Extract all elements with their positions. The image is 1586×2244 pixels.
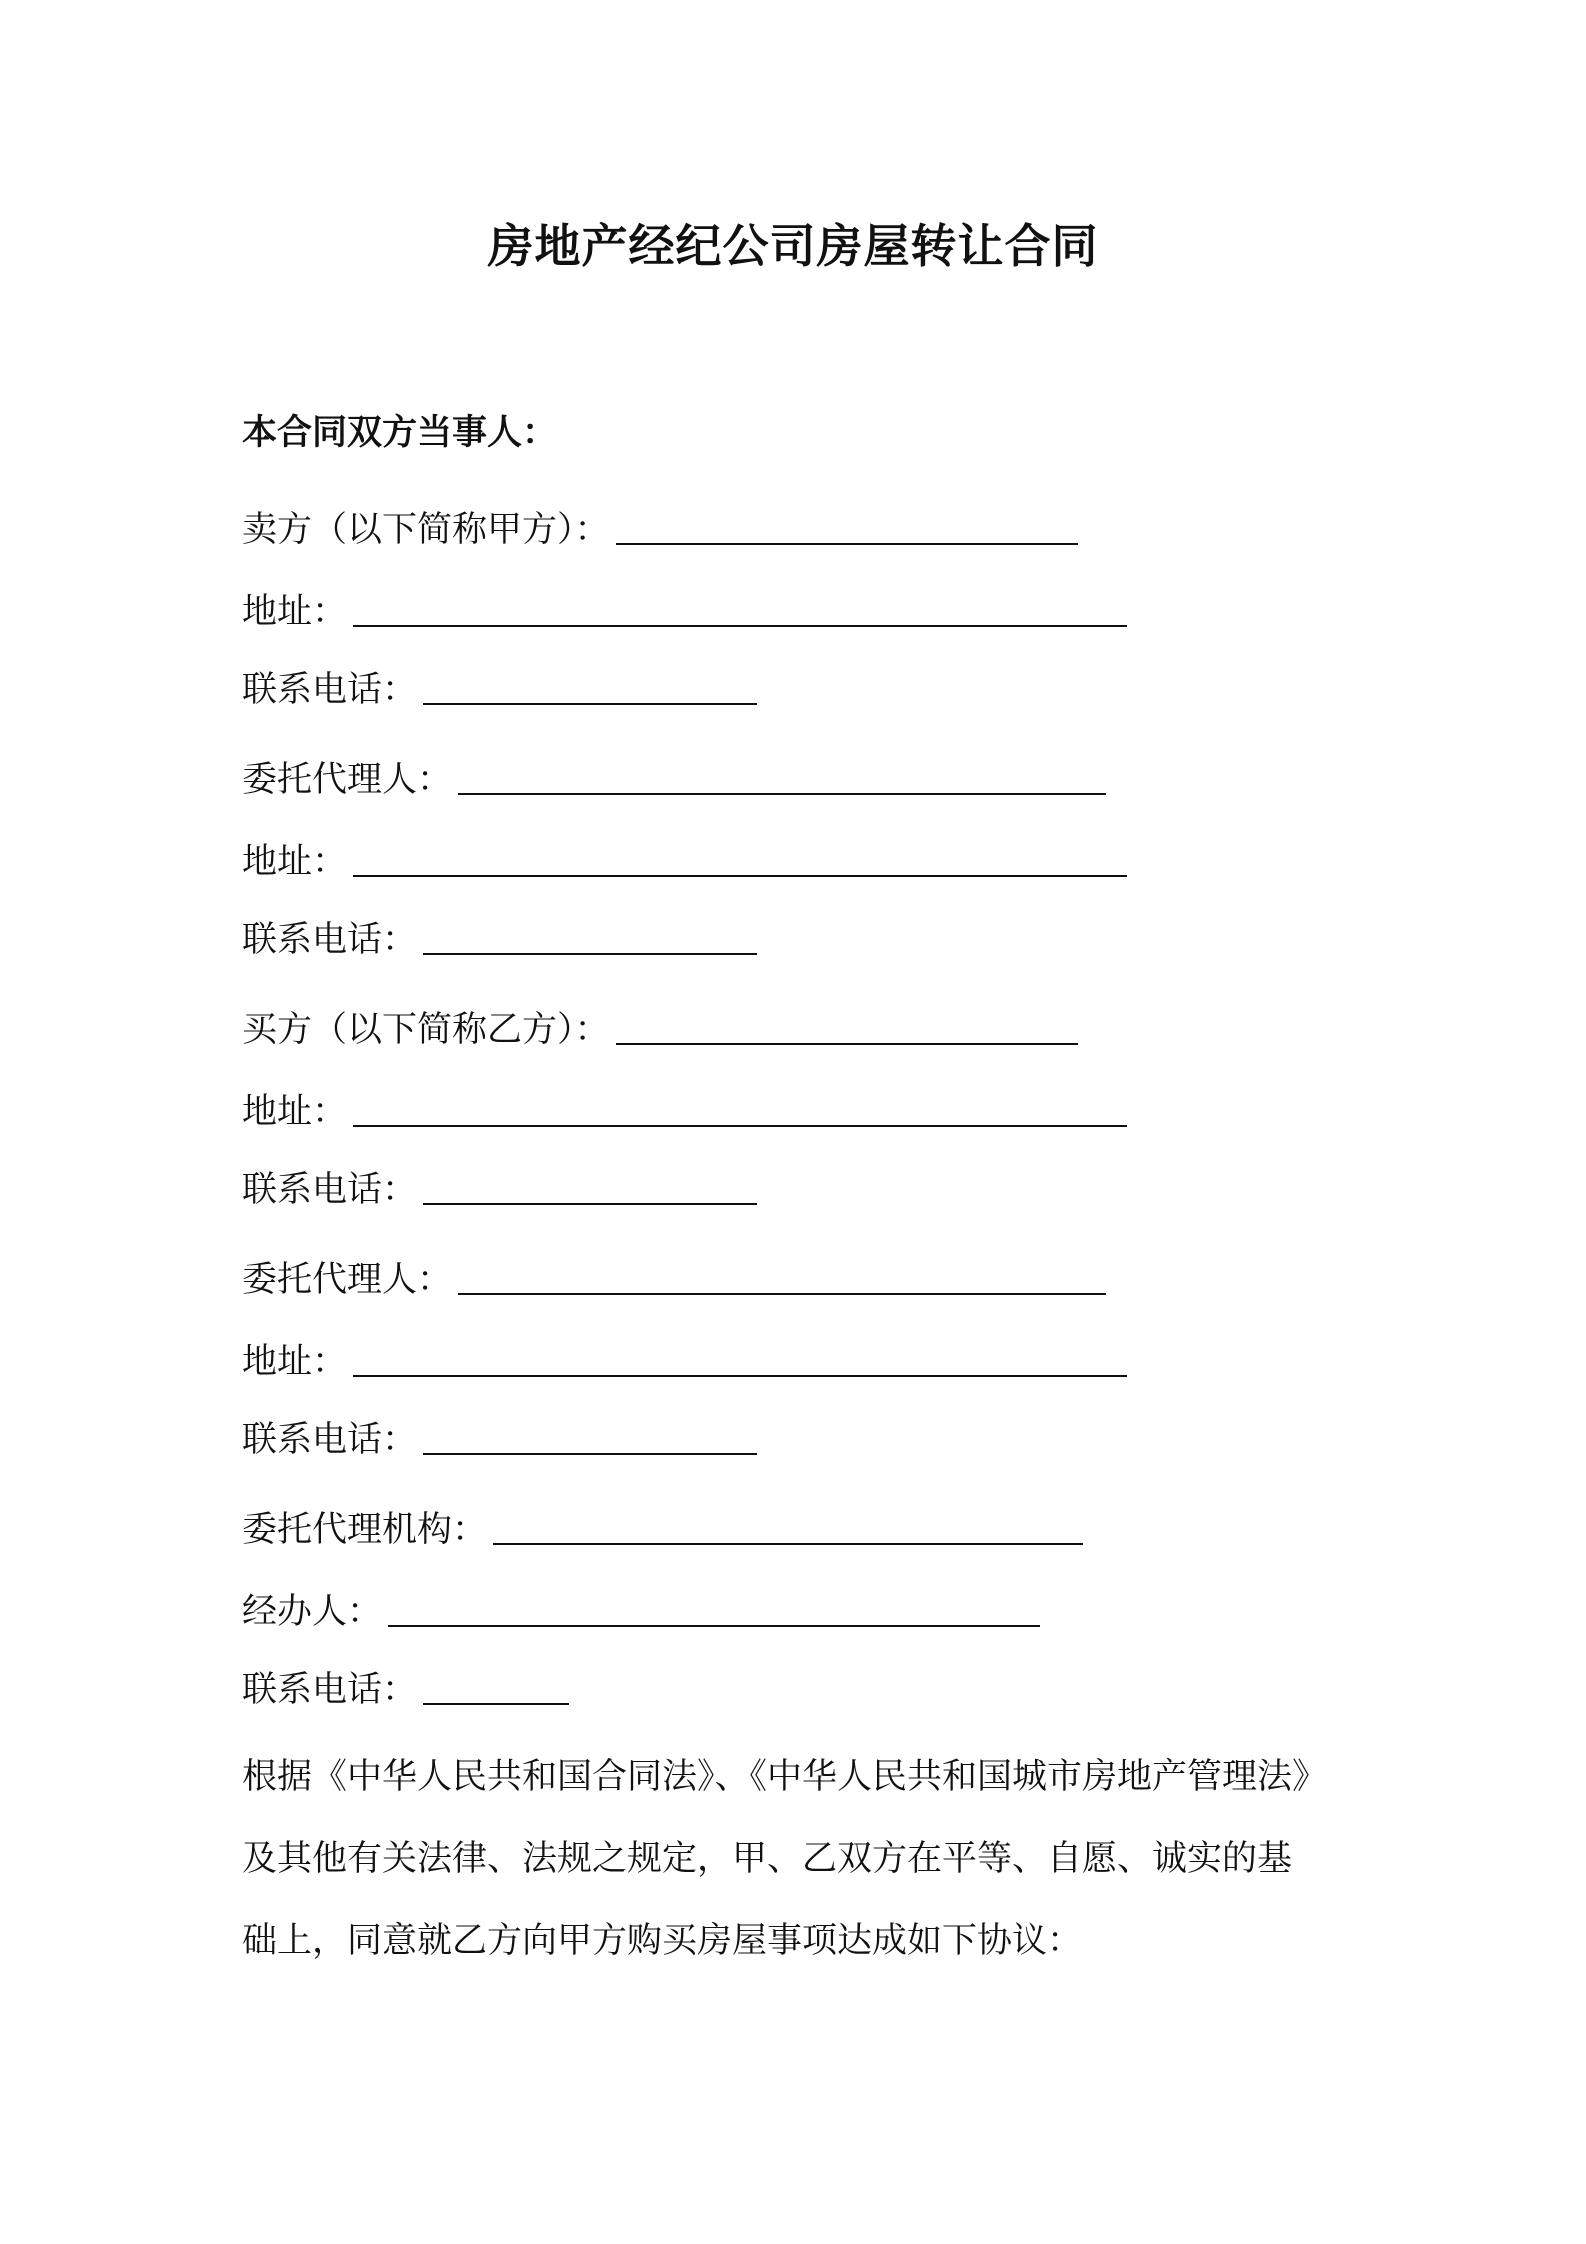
buyer-label: 买方（以下简称乙方）： [242,1010,610,1050]
buyer-address-field[interactable] [242,1087,1127,1137]
seller-blank[interactable] [616,543,1078,545]
buyer-agent-phone-field[interactable] [242,1415,757,1465]
buyer-blank[interactable] [616,1043,1078,1045]
agency-blank[interactable] [493,1543,1083,1545]
agency-field[interactable] [242,1505,1083,1555]
seller-agent-address-label: 地址： [242,842,348,882]
seller-agent-phone-label: 联系电话： [242,920,418,960]
agency-phone-field[interactable] [242,1665,569,1715]
seller-agent-label: 委托代理人： [242,760,453,800]
seller-address-label: 地址： [242,592,348,632]
seller-agent-blank[interactable] [458,793,1106,795]
paragraph-line-3: 础上，同意就乙方向甲方购买房屋事项达成如下协议： [242,1921,1083,1961]
seller-phone-field[interactable] [242,665,757,715]
buyer-phone-field[interactable] [242,1165,757,1215]
buyer-address-blank[interactable] [353,1125,1127,1127]
seller-field[interactable] [242,505,1078,555]
seller-agent-address-field[interactable] [242,837,1127,887]
seller-agent-field[interactable] [242,755,1106,805]
agency-phone-blank[interactable] [423,1703,569,1705]
handler-label: 经办人： [242,1592,383,1632]
buyer-agent-phone-blank[interactable] [423,1453,757,1455]
seller-phone-blank[interactable] [423,703,757,705]
seller-agent-phone-field[interactable] [242,915,757,965]
buyer-address-label: 地址： [242,1092,348,1132]
buyer-agent-address-field[interactable] [242,1337,1127,1387]
buyer-phone-blank[interactable] [423,1203,757,1205]
seller-label: 卖方（以下简称甲方）： [242,510,610,550]
buyer-agent-field[interactable] [242,1255,1106,1305]
handler-field[interactable] [242,1587,1040,1637]
seller-address-blank[interactable] [353,625,1127,627]
paragraph-line-2: 及其他有关法律、法规之规定，甲、乙双方在平等、自愿、诚实的基 [242,1839,1293,1879]
agency-label: 委托代理机构： [242,1510,488,1550]
buyer-field[interactable] [242,1005,1078,1055]
seller-agent-address-blank[interactable] [353,875,1127,877]
seller-phone-label: 联系电话： [242,670,418,710]
seller-address-field[interactable] [242,587,1127,637]
contract-title: 房地产经纪公司房屋转让合同 [487,219,1099,273]
seller-agent-phone-blank[interactable] [423,953,757,955]
parties-intro: 本合同双方当事人： [242,413,558,453]
buyer-agent-blank[interactable] [458,1293,1106,1295]
buyer-agent-phone-label: 联系电话： [242,1420,418,1460]
agency-phone-label: 联系电话： [242,1670,418,1710]
buyer-agent-address-blank[interactable] [353,1375,1127,1377]
buyer-agent-address-label: 地址： [242,1342,348,1382]
handler-blank[interactable] [388,1625,1040,1627]
buyer-phone-label: 联系电话： [242,1170,418,1210]
paragraph-line-1: 根据《中华人民共和国合同法》、《中华人民共和国城市房地产管理法》 [242,1757,1328,1797]
buyer-agent-label: 委托代理人： [242,1260,453,1300]
